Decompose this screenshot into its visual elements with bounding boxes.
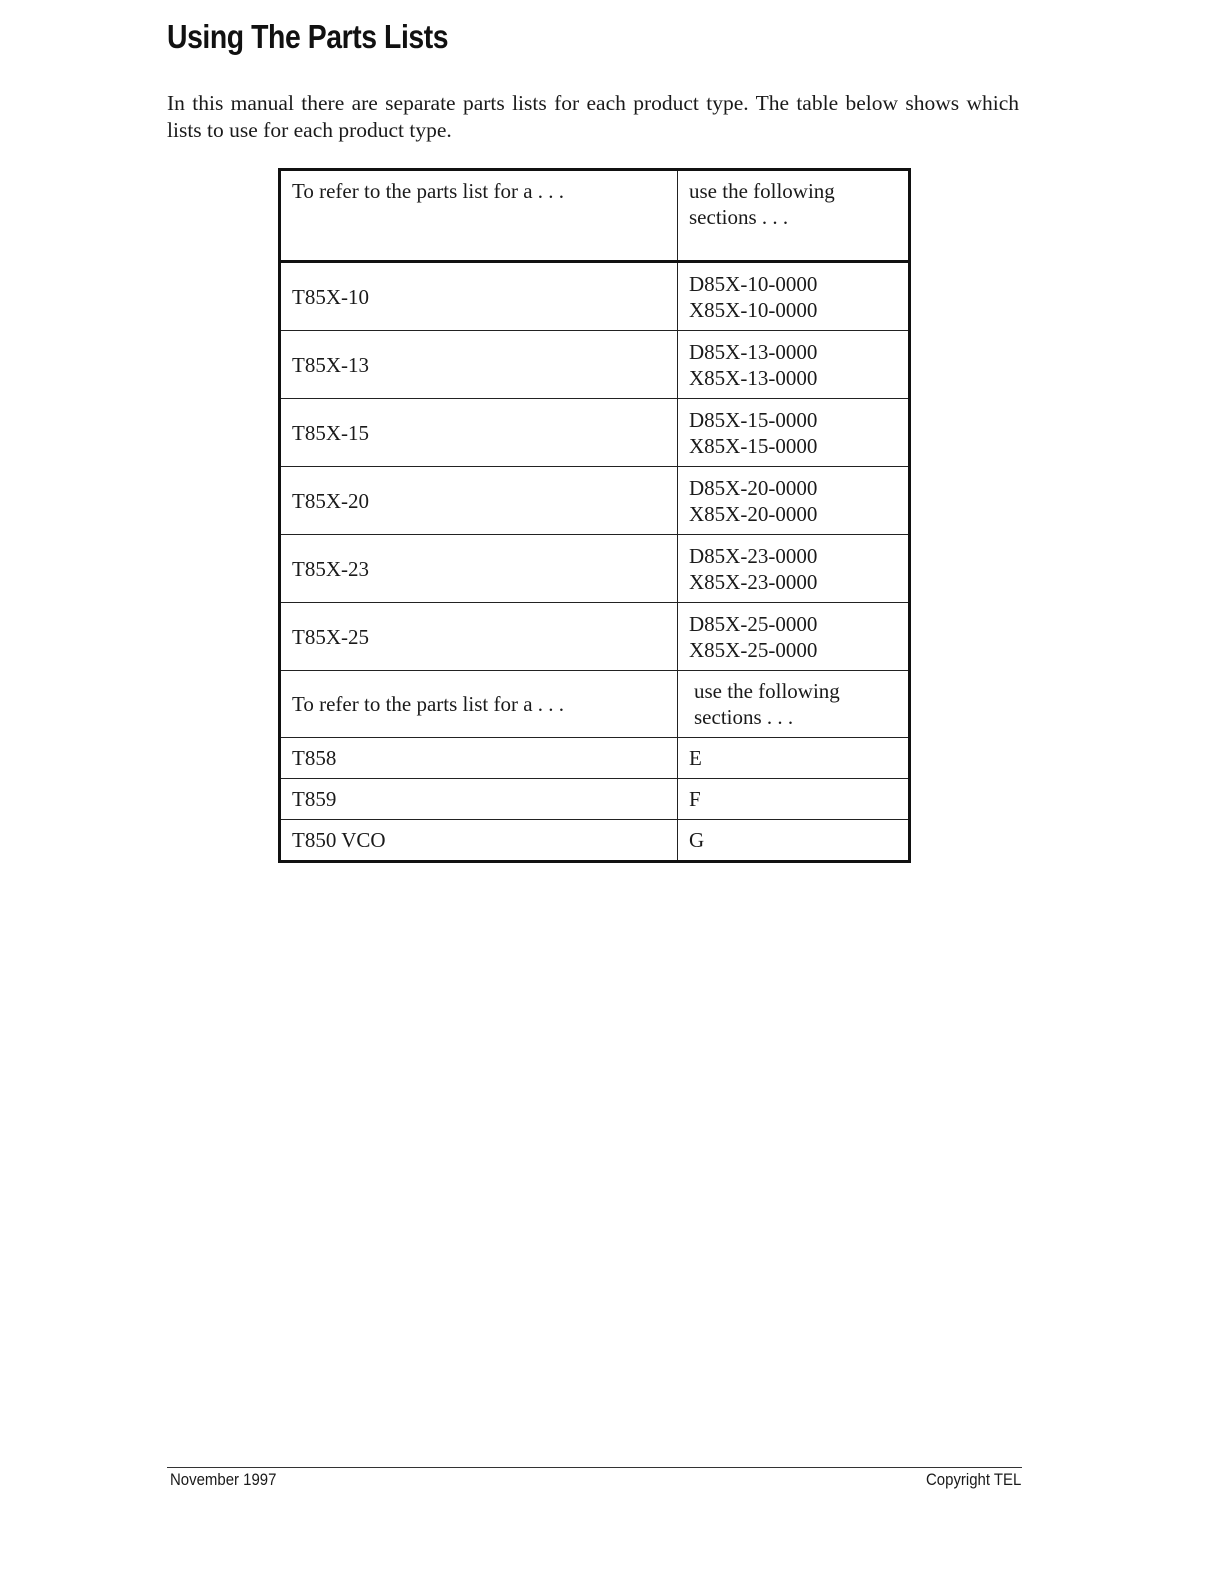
table-row [280,331,910,399]
section-code: D85X-25-0000 [689,611,818,636]
parts-list-table [278,168,911,863]
header-use-cell [678,170,910,262]
model-cell: T85X-15 [280,399,678,467]
model-cell: T85X-10 [280,262,678,331]
subheader-refer-cell: To refer to the parts list for a . . . [280,671,678,738]
section-letter-cell: E [678,738,910,779]
header-refer-cell: To refer to the parts list for a . . . [280,170,678,262]
table-row [280,779,910,820]
sections-cell [678,262,910,331]
model-cell: T859 [280,779,678,820]
table-row [280,738,910,779]
model-cell: T85X-20 [280,467,678,535]
section-code: D85X-15-0000 [689,407,818,432]
footer-date: November 1997 [170,1470,277,1489]
section-code: D85X-10-0000 [689,271,818,296]
subheader-use-cell [678,671,910,738]
header-use-line: sections . . . [689,205,789,229]
section-code: X85X-23-0000 [689,569,818,594]
table-row [280,603,910,671]
intro-paragraph: In this manual there are separate parts lists for each product type. The table below shows which lists to use for each product type. [167,91,1019,142]
table-header-row [280,170,910,262]
subheader-use-line: sections . . . [694,705,794,729]
table-row [280,467,910,535]
table-row [280,535,910,603]
section-code: D85X-20-0000 [689,475,818,500]
header-use-line: use the following [689,179,835,203]
subheader-use-line: use the following [694,679,840,703]
table-subheader-row [280,671,910,738]
table-row [280,820,910,862]
section-code: D85X-23-0000 [689,543,818,568]
section-code: X85X-13-0000 [689,365,818,390]
sections-cell [678,603,910,671]
section-code: X85X-25-0000 [689,637,818,662]
footer-divider [167,1467,1022,1468]
model-cell: T85X-25 [280,603,678,671]
section-letter-cell: G [678,820,910,862]
section-code: D85X-13-0000 [689,339,818,364]
section-code: X85X-10-0000 [689,297,818,322]
sections-cell [678,535,910,603]
table-row [280,399,910,467]
table-row [280,262,910,331]
sections-cell [678,331,910,399]
model-cell: T858 [280,738,678,779]
section-code: X85X-15-0000 [689,433,818,458]
sections-cell [678,467,910,535]
page-title: Using The Parts Lists [167,18,449,55]
model-cell: T850 VCO [280,820,678,862]
footer-copyright: Copyright TEL [925,1470,1021,1489]
section-letter-cell: F [678,779,910,820]
sections-cell [678,399,910,467]
model-cell: T85X-13 [280,331,678,399]
section-code: X85X-20-0000 [689,501,818,526]
model-cell: T85X-23 [280,535,678,603]
